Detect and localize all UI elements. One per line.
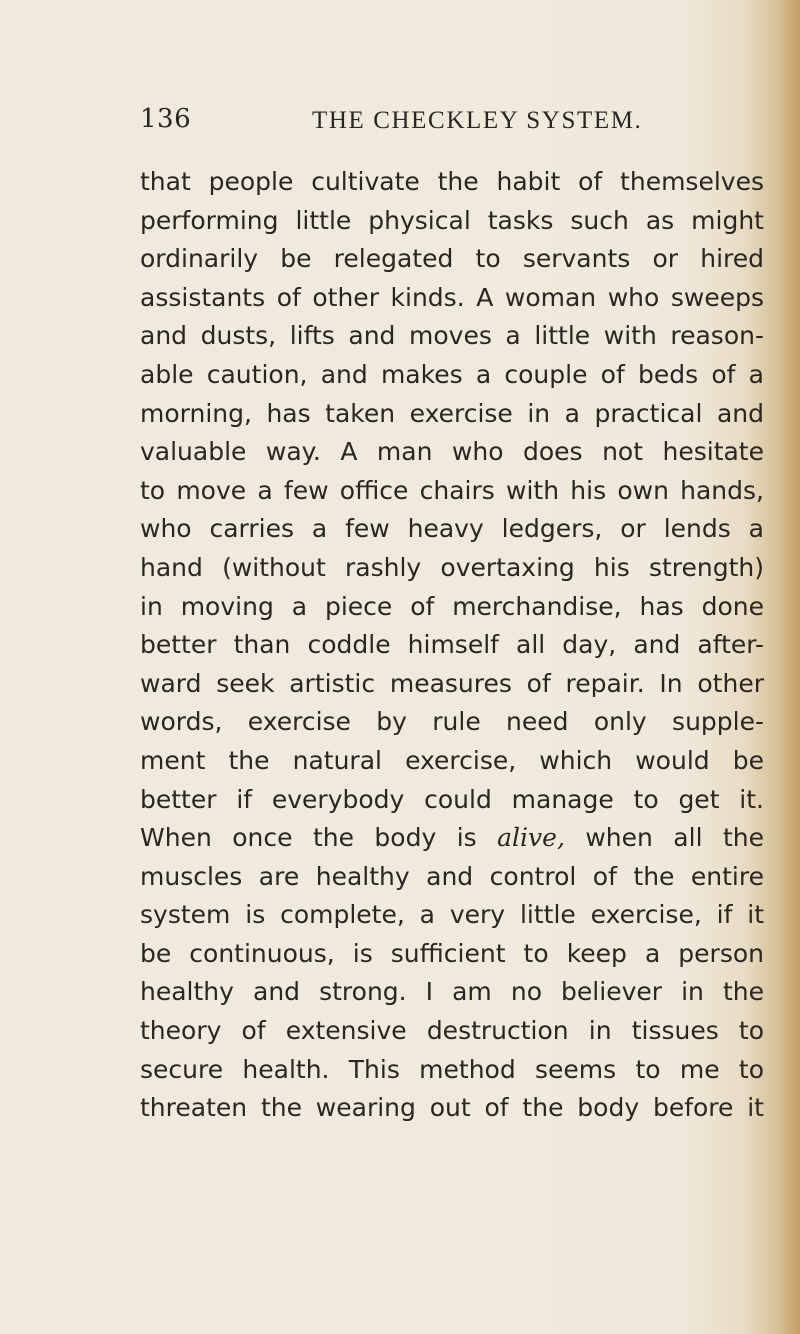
text-line: able caution, and makes a couple of beds of a [140,359,764,389]
text-line: better if everybody could manage to get it. [140,784,764,814]
page-edge-shadow [782,0,800,1334]
running-head: THE CHECKLEY SYSTEM. [312,107,643,134]
text-line: that people cultivate the habit of themselves [140,167,764,196]
italic-word: alive, [497,823,565,853]
text-line: in moving a piece of merchandise, has done [140,591,764,621]
page-header [140,104,660,144]
text-line: assistants of other kinds. A woman who sweeps [140,282,764,312]
text-line: morning, has taken exercise in a practical and [140,398,764,428]
text-line: ordinarily be relegated to servants or hired [140,244,764,274]
text-line: ment the natural exercise, which would be [140,745,764,775]
text-line: be continuous, is sufficient to keep a person [140,938,764,968]
text-line: secure health. This method seems to me to [140,1054,764,1084]
text-line: muscles are healthy and control of the entire [140,861,764,891]
text-line: and dusts, lifts and moves a little with reason- [140,321,764,351]
text-line: performing little physical tasks such as might [140,205,764,235]
text-line-with-italic [140,819,764,858]
text-line: theory of extensive destruction in tissues to [140,1016,764,1046]
text-line: ward seek artistic measures of repair. In other [140,668,764,698]
body-text [140,163,764,1128]
text-line: better than coddle himself all day, and after- [140,630,764,660]
text-line: threaten the wearing out of the body before it [140,1093,764,1123]
line-after-italic: when all the [564,823,764,853]
line-before-italic: When once the body is [140,823,498,853]
text-line: valuable way. A man who does not hesitate [140,437,764,467]
text-line: healthy and strong. I am no believer in the [140,977,764,1007]
page-number: 136 [140,104,192,134]
text-line: hand (without rashly overtaxing his strength) [140,552,764,582]
text-line: to move a few office chairs with his own hands, [140,475,764,505]
text-line: system is complete, a very little exercise, if it [140,900,764,930]
text-line: who carries a few heavy ledgers, or lends a [140,514,764,544]
text-line: words, exercise by rule need only supple- [140,707,764,737]
